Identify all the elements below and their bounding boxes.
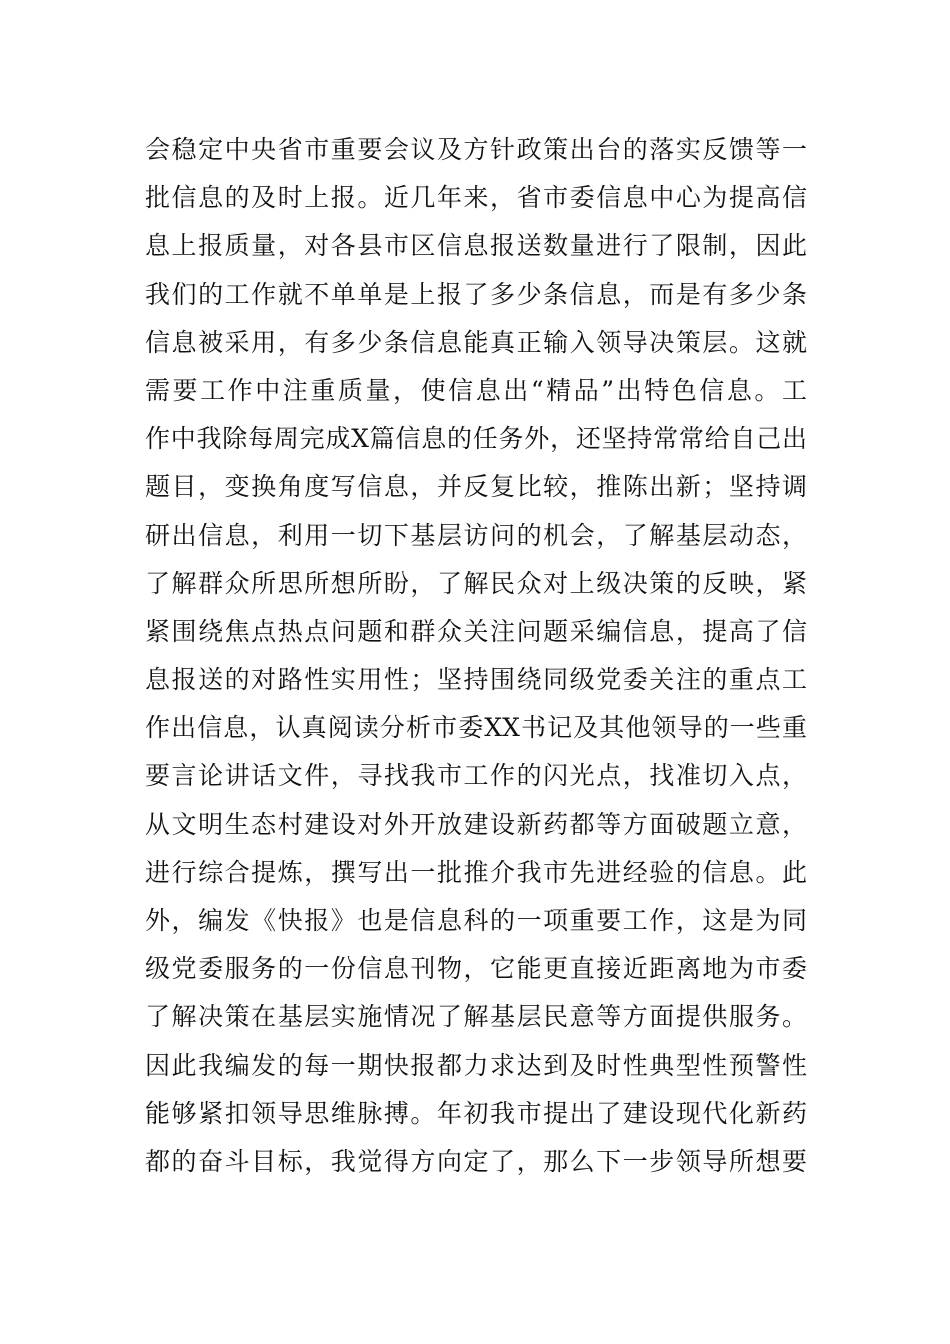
text-line-17: 外，编发《快报》也是信息科的一项重要工作，这是为同: [145, 906, 807, 935]
text-line-9: 研出信息，利用一切下基层访问的机会，了解基层动态，: [145, 520, 807, 550]
text-line-2: 批信息的及时上报。近几年来，省市委信息中心为提高信: [145, 183, 807, 213]
text-line-5: 信息被采用，有多少条信息能真正输入领导决策层。这就: [145, 327, 807, 357]
text-line-11: 紧围绕焦点热点问题和群众关注问题采编信息，提高了信: [145, 616, 807, 646]
text-line-4: 我们的工作就不单单是上报了多少条信息，而是有多少条: [145, 279, 807, 309]
text-line-20: 因此我编发的每一期快报都力求达到及时性典型性预警性: [145, 1050, 807, 1080]
text-line-1: 会稳定中央省市重要会议及方针政策出台的落实反馈等一: [145, 135, 807, 164]
text-line-16: 进行综合提炼，撰写出一批推介我市先进经验的信息。此: [145, 857, 807, 887]
text-line-8: 题目，变换角度写信息，并反复比较，推陈出新；坚持调: [145, 472, 807, 502]
text-line-13: 作出信息，认真阅读分析市委XX书记及其他领导的一些重: [145, 713, 807, 743]
text-line-18: 级党委服务的一份信息刊物，它能更直接近距离地为市委: [145, 954, 807, 984]
text-line-12: 息报送的对路性实用性；坚持围绕同级党委关注的重点工: [145, 665, 807, 695]
text-line-19: 了解决策在基层实施情况了解基层民意等方面提供服务。: [145, 1002, 807, 1032]
text-line-22: 都的奋斗目标，我觉得方向定了，那么下一步领导所想要: [145, 1146, 807, 1176]
text-line-6: 需要工作中注重质量，使信息出“精品”出特色信息。工: [145, 375, 807, 405]
text-line-3: 息上报质量，对各县市区信息报送数量进行了限制，因此: [145, 231, 807, 261]
text-line-10: 了解群众所思所想所盼，了解民众对上级决策的反映，紧: [145, 568, 807, 598]
text-line-14: 要言论讲话文件，寻找我市工作的闪光点，找准切入点，: [145, 761, 807, 791]
text-line-15: 从文明生态村建设对外开放建设新药都等方面破题立意，: [145, 809, 807, 839]
text-line-7: 作中我除每周完成X篇信息的任务外，还坚持常常给自己出: [145, 424, 807, 454]
text-line-21: 能够紧扣领导思维脉搏。年初我市提出了建设现代化新药: [145, 1098, 807, 1128]
body-text: [145, 126, 807, 1186]
